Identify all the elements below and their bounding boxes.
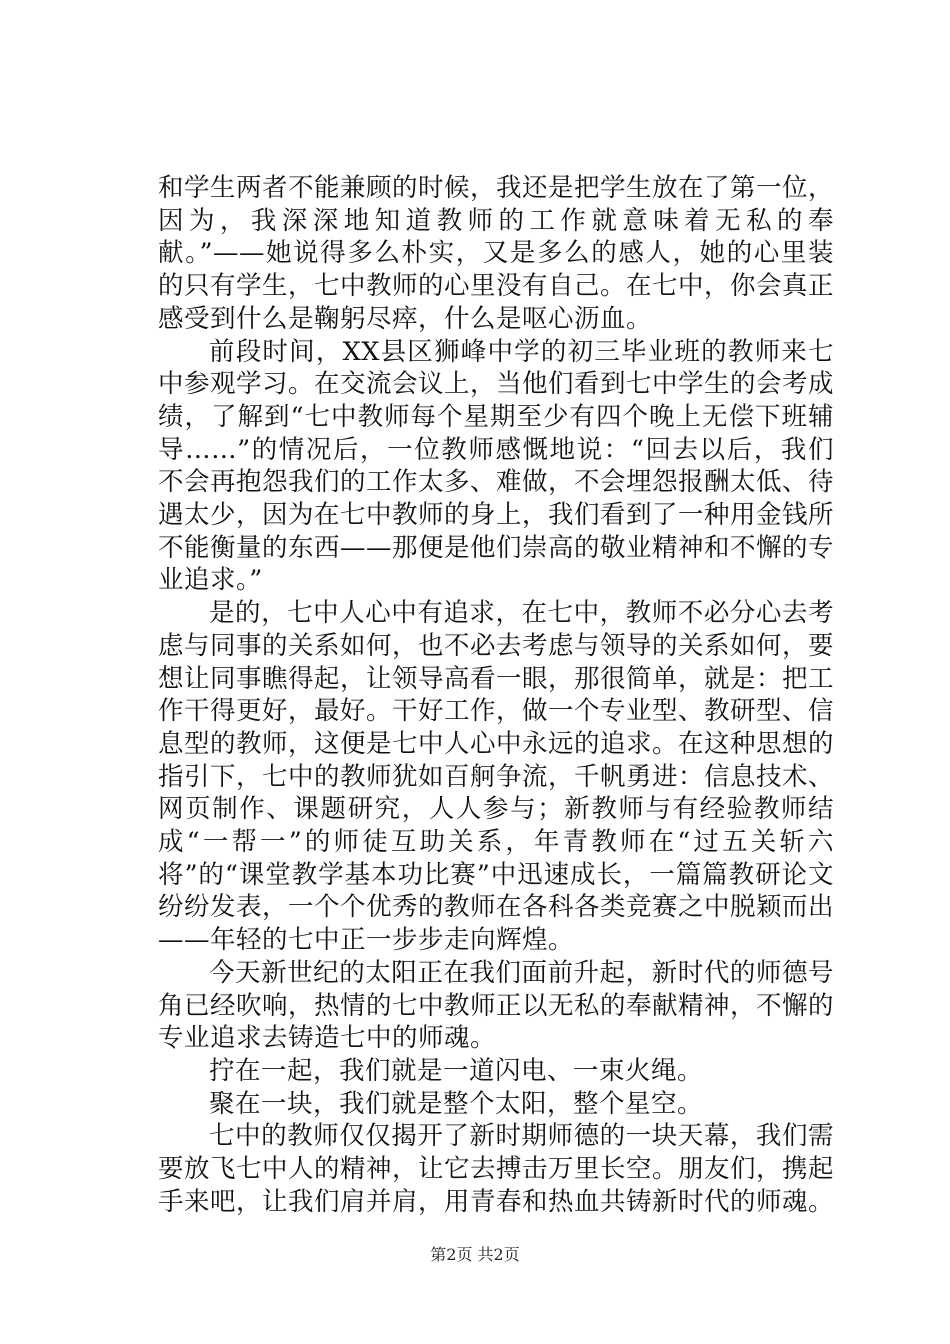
page-number-footer: 第2页 共2页	[430, 1245, 520, 1264]
paragraph-closing: 七中的教师仅仅揭开了新时期师德的一块天幕，我们需要放飞七中人的精神，让它去搏击万里长空。朋友们，携起手来吧，让我们肩并肩，用青春和热血共铸新时代的师魂。	[158, 1121, 835, 1217]
paragraph-visit: 前段时间，XX县区狮峰中学的初三毕业班的教师来七中参观学习。在交流会议上，当他们看到七中学生的会考成绩，了解到“七中教师每个星期至少有四个晚上无偿下班辅导……”的情况后，一位教师感慨地说：“回去以后，我们不会再抱怨我们的工作太多、难做，不会埋怨报酬太低、待遇太少，因为在七中教师的身上，我们看到了一种用金钱所不能衡量的东西——那便是他们崇高的敬业精神和不懈的专业追求。”	[158, 336, 835, 596]
paragraph-continuation: 和学生两者不能兼顾的时候，我还是把学生放在了第一位，因为，我深深地知道教师的工作就意味着无私的奉献。”——她说得多么朴实，又是多么的感人，她的心里装的只有学生，七中教师的心里没有自己。在七中，你会真正感受到什么是鞠躬尽瘁，什么是呕心沥血。	[158, 173, 835, 334]
paragraph-lightning: 拧在一起，我们就是一道闪电、一束火绳。	[209, 1055, 704, 1086]
paragraph-sun: 聚在一块，我们就是整个太阳，整个星空。	[209, 1088, 704, 1119]
document-body	[158, 172, 834, 1219]
paragraph-pursuit: 是的，七中人心中有追求，在七中，教师不必分心去考虑与同事的关系如何，也不必去考虑与领导的关系如何，要想让同事瞧得起，让领导高看一眼，那很简单，就是：把工作干得更好，最好。干好工作，做一个专业型、教研型、信息型的教师，这便是七中人心中永远的追求。在这种思想的指引下，七中的教师犹如百舸争流，千帆勇进：信息技术、网页制作、课题研究，人人参与；新教师与有经验教师结成“一帮一”的师徒互助关系，年青教师在“过五关斩六将”的“课堂教学基本功比赛”中迅速成长，一篇篇教研论文纷纷发表，一个个优秀的教师在各科各类竞赛之中脱颖而出——年轻的七中正一步步走向辉煌。	[158, 598, 835, 956]
paragraph-new-century: 今天新世纪的太阳正在我们面前升起，新时代的师德号角已经吹响，热情的七中教师正以无私的奉献精神，不懈的专业追求去铸造七中的师魂。	[158, 957, 835, 1054]
